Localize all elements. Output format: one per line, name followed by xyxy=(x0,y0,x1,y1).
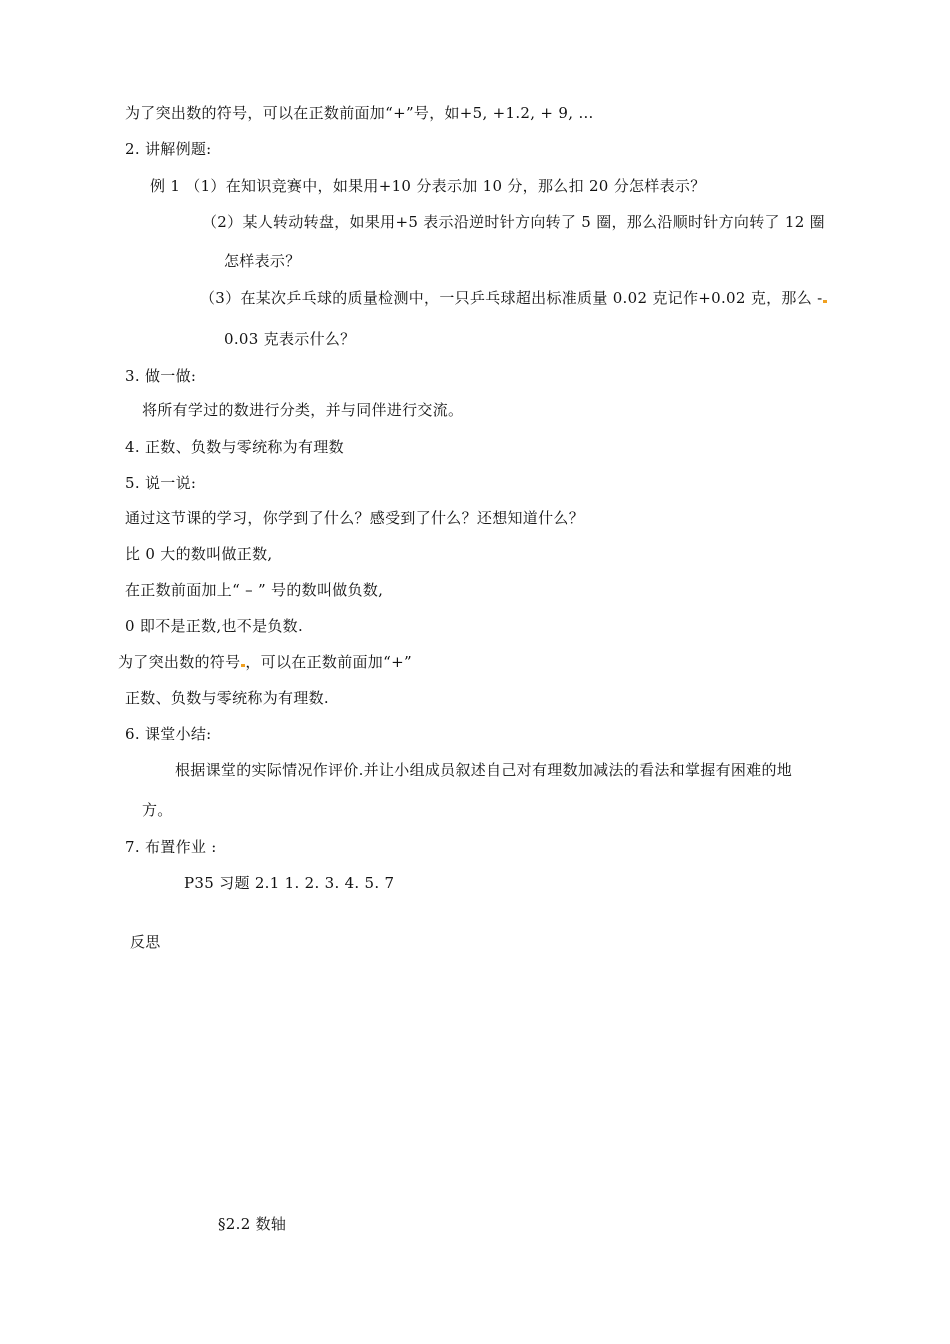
example-question-2-line-1: （2）某人转动转盘，如果用+5 表示沿逆时针方向转了 5 圈，那么沿顺时针方向转了 12 圈 xyxy=(202,213,825,231)
summary-sign-part-1: 为了突出数的符号 xyxy=(118,653,241,671)
summary-negative: 在正数前面加上“ – ” 号的数叫做负数, xyxy=(125,581,384,599)
item-2-heading: 2. 讲解例题: xyxy=(125,140,212,158)
summary-zero: 0 即不是正数,也不是负数. xyxy=(125,617,304,635)
reflection-label: 反思 xyxy=(130,933,161,951)
example-question-3-text: （3）在某次乒乓球的质量检测中，一只乒乓球超出标准质量 0.02 克记作+0.02 克，那么 - xyxy=(200,289,823,307)
homework-assignment: P35 习题 2.1 1. 2. 3. 4. 5. 7 xyxy=(184,874,395,892)
item-4: 4. 正数、负数与零统称为有理数 xyxy=(125,438,344,456)
example-question-3-line-1 xyxy=(200,288,827,308)
example-question-3-line-2: 0.03 克表示什么？ xyxy=(224,330,356,348)
summary-sign-part-2: ，可以在正数前面加“+” xyxy=(245,653,412,671)
item-5-heading: 5. 说一说: xyxy=(125,474,197,492)
summary-positive: 比 0 大的数叫做正数, xyxy=(125,545,273,563)
item-7-heading: 7. 布置作业 : xyxy=(125,838,217,856)
item-6-body-line-2: 方。 xyxy=(142,801,173,819)
example-question-2-line-2: 怎样表示？ xyxy=(224,252,301,270)
item-6-body-line-1: 根据课堂的实际情况作评价.并让小组成员叙述自己对有理数加减法的看法和掌握有困难的地 xyxy=(175,761,793,779)
intro-line: 为了突出数的符号，可以在正数前面加“+”号，如+5, +1.2, + 9, … xyxy=(125,104,594,122)
item-6-heading: 6. 课堂小结: xyxy=(125,725,212,743)
summary-rational: 正数、负数与零统称为有理数. xyxy=(125,689,329,707)
next-section-title: §2.2 数轴 xyxy=(218,1215,287,1233)
item-5-body: 通过这节课的学习，你学到了什么？感受到了什么？还想知道什么？ xyxy=(125,509,585,527)
example-question-1: 例 1 （1）在知识竞赛中，如果用+10 分表示加 10 分，那么扣 20 分怎样表示？ xyxy=(150,177,706,195)
summary-sign xyxy=(118,652,412,672)
item-3-heading: 3. 做一做: xyxy=(125,367,197,385)
item-3-body: 将所有学过的数进行分类，并与同伴进行交流。 xyxy=(142,401,464,419)
highlight-mark xyxy=(823,300,827,303)
